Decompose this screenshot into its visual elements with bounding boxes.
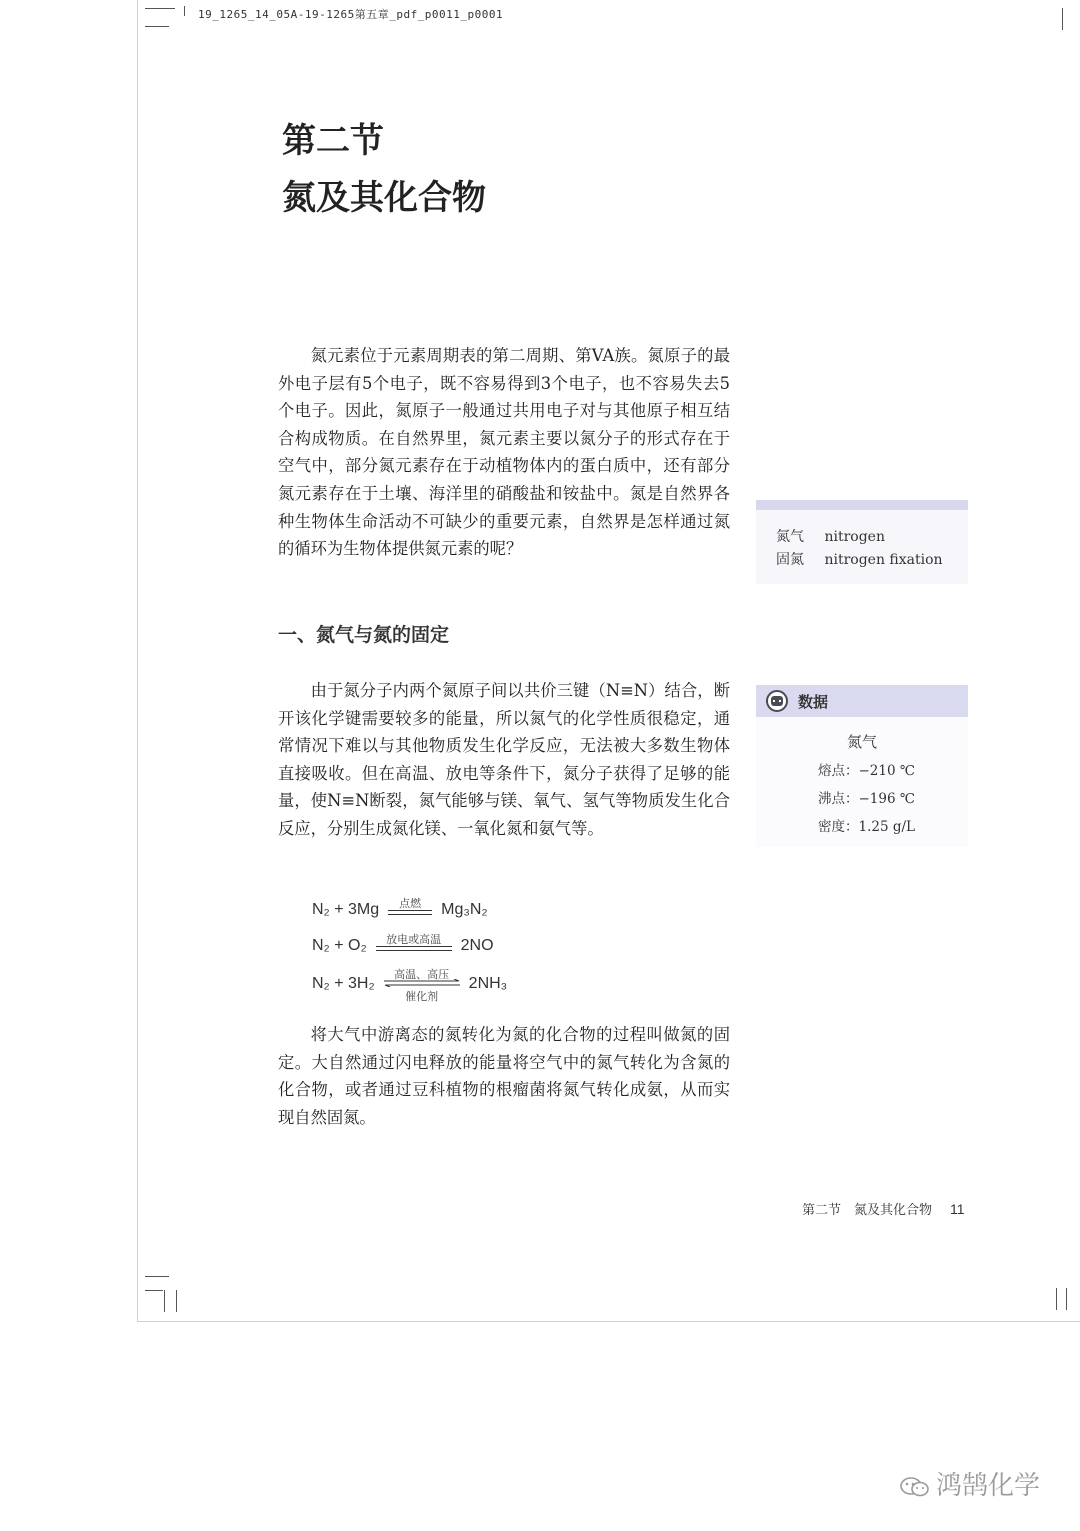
watermark-text: 鸿鹄化学 bbox=[936, 1471, 1041, 1501]
melting-point: 熔点：−210 ℃ bbox=[818, 763, 915, 779]
chat-bubble-icon bbox=[766, 690, 788, 712]
equation-lhs: N₂ + O₂ bbox=[312, 937, 367, 954]
wechat-icon bbox=[900, 1476, 930, 1498]
crop-mark-bottom-left-v2 bbox=[176, 1290, 177, 1312]
crop-mark-bottom-left-2 bbox=[145, 1290, 163, 1291]
condition-top: 高温、高压 bbox=[394, 968, 450, 981]
crop-mark-top-tick bbox=[184, 6, 185, 16]
vocab-english: nitrogen fixation bbox=[824, 552, 943, 568]
watermark bbox=[900, 1465, 1040, 1502]
reaction-condition bbox=[388, 895, 432, 925]
vocab-item bbox=[776, 526, 885, 546]
equation-lhs: N₂ + 3H₂ bbox=[312, 975, 375, 992]
equation-rhs: 2NO bbox=[460, 937, 494, 954]
reaction-condition bbox=[376, 931, 452, 961]
page-footer bbox=[802, 1199, 965, 1218]
vocab-english: nitrogen bbox=[824, 529, 885, 545]
scan-file-header: 19_1265_14_05A-19-1265第五章_pdf_p0011_p0001 bbox=[198, 8, 504, 21]
equation-rhs: 2NH₃ bbox=[468, 975, 508, 992]
page-number: 11 bbox=[950, 1201, 965, 1217]
equals-sign bbox=[376, 946, 452, 951]
nitrogen-fixation-paragraph: 将大气中游离态的氮转化为氮的化合物的过程叫做氮的固定。大自然通过闪电释放的能量将空气中的氮气转化为含氮的化合物，或者通过豆科植物的根瘤菌将氮气转化成氨，从而实现自然固氮。 bbox=[278, 1025, 730, 1127]
page-edge-bottom bbox=[137, 1321, 1080, 1322]
vocab-chinese: 氮气 bbox=[776, 529, 804, 545]
boiling-point: 沸点：−196 ℃ bbox=[818, 791, 915, 807]
data-box-header bbox=[756, 685, 968, 717]
data-box-body bbox=[756, 717, 968, 847]
crop-mark-top-right bbox=[1062, 8, 1063, 30]
vocab-item bbox=[776, 549, 943, 569]
footer-section: 第二节 氮及其化合物 bbox=[802, 1203, 933, 1218]
equals-sign bbox=[388, 910, 432, 915]
equation-o2 bbox=[312, 928, 507, 964]
equation-mg bbox=[312, 892, 507, 928]
section-heading: 一、氮气与氮的固定 bbox=[278, 624, 450, 646]
reaction-condition bbox=[384, 966, 460, 1002]
vocab-chinese: 固氮 bbox=[776, 552, 804, 568]
data-box-title: 氮气 bbox=[846, 733, 877, 751]
crop-mark-top-left bbox=[145, 8, 175, 9]
equation-h2 bbox=[312, 964, 507, 1004]
reversible-arrow-icon bbox=[384, 979, 460, 987]
density: 密度：1.25 g/L bbox=[818, 819, 916, 835]
crop-mark-bottom-left bbox=[145, 1276, 169, 1277]
crop-mark-bottom-left-v bbox=[164, 1290, 165, 1312]
data-box-label: 数据 bbox=[798, 693, 829, 711]
crop-mark-top-left-2 bbox=[145, 26, 169, 27]
section-number-title: 第二节 bbox=[282, 121, 384, 161]
nitrogen-properties-paragraph: 由于氮分子内两个氮原子间以共价三键（N≡N）结合，断开该化学键需要较多的能量，所以氮气的化学性质很稳定，通常情况下难以与其他物质发生化学反应，无法被大多数生物体直接吸收。但在高温、放电等条件下，氮分子获得了足够的能量，使N≡N断裂，氮气能够与镁、氧气、氢气等物质发生化合反应，分别生成氮化镁、一氧化氮和氨气等。 bbox=[278, 681, 730, 838]
condition-top: 点燃 bbox=[399, 897, 422, 910]
sidebar-accent-bar bbox=[756, 500, 968, 510]
condition-top: 放电或高温 bbox=[386, 933, 442, 946]
crop-mark-bottom-right-2 bbox=[1066, 1288, 1067, 1310]
crop-mark-bottom-right bbox=[1056, 1288, 1057, 1310]
equation-lhs: N₂ + 3Mg bbox=[312, 901, 380, 918]
vocabulary-sidebar bbox=[756, 500, 968, 584]
intro-paragraph: 氮元素位于元素周期表的第二周期、第VA族。氮原子的最外电子层有5个电子，既不容易得到3个电子，也不容易失去5个电子。因此，氮原子一般通过共用电子对与其他原子相互结合构成物质。在自然界里，氮元素主要以氮分子的形式存在于空气中，部分氮元素存在于动植物体内的蛋白质中，还有部分氮元素存在于土壤、海洋里的硝酸盐和铵盐中。氮是自然界各种生物体生命活动不可缺少的重要元素，自然界是怎样通过氮的循环为生物体提供氮元素的呢？ bbox=[278, 346, 730, 559]
equation-rhs: Mg₃N₂ bbox=[441, 901, 488, 918]
page-edge-left bbox=[137, 0, 138, 1322]
section-topic-title: 氮及其化合物 bbox=[282, 178, 486, 218]
condition-bottom: 催化剂 bbox=[405, 990, 439, 1003]
reaction-equations bbox=[312, 892, 507, 1004]
